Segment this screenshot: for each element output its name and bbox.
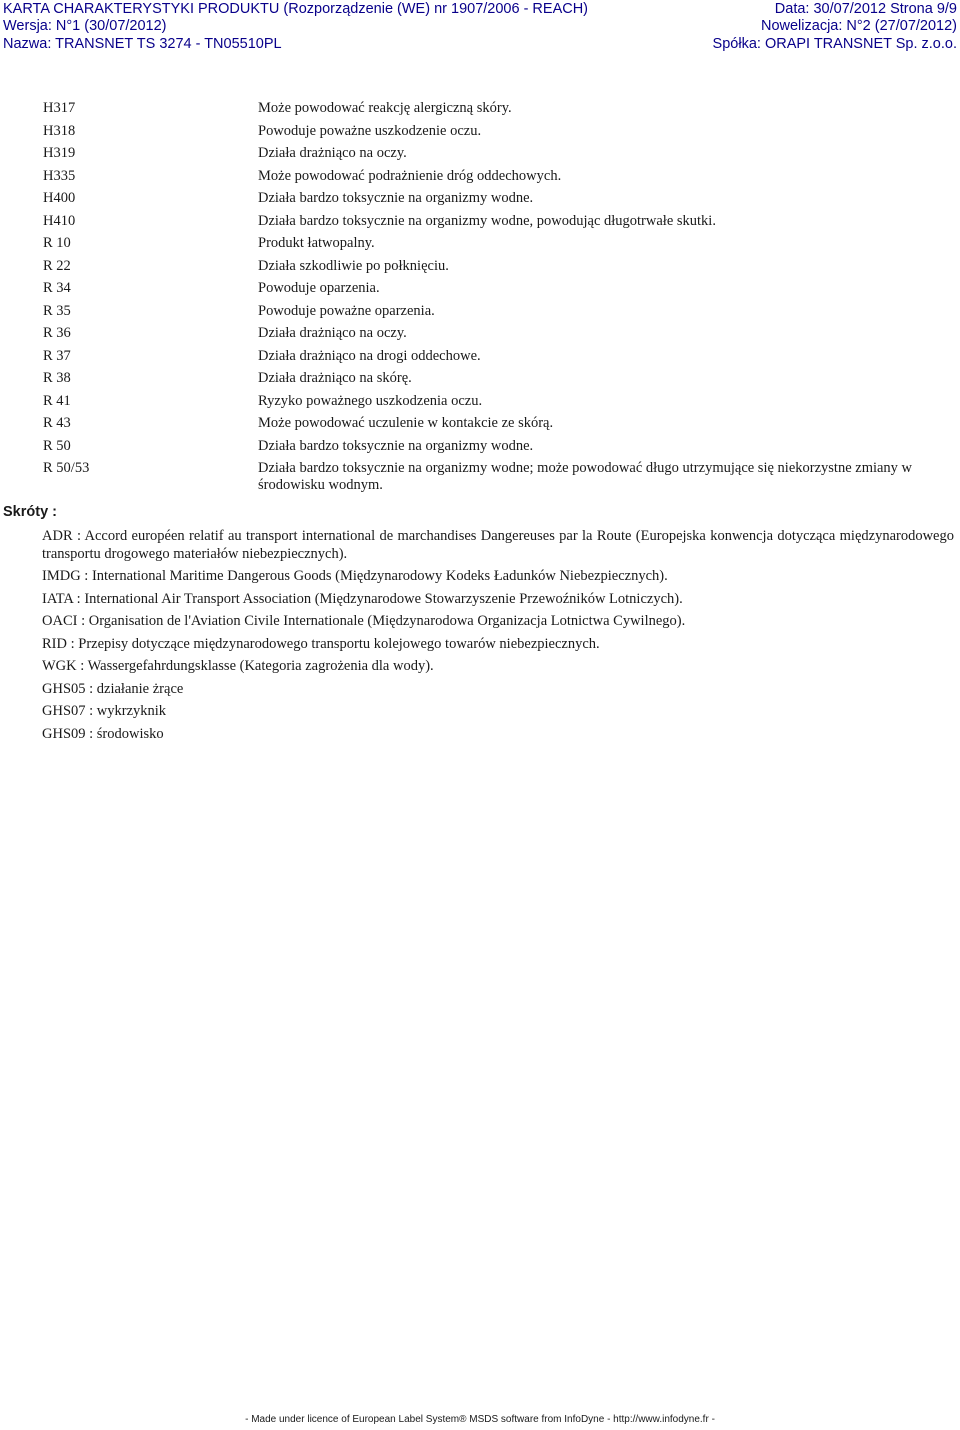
abbreviation-item: GHS05 : działanie żrące <box>42 681 184 697</box>
phrase-text: Działa drażniąco na oczy. <box>258 145 407 161</box>
phrase-row <box>0 121 960 144</box>
phrase-row <box>0 188 960 211</box>
date-page: Data: 30/07/2012 Strona 9/9 <box>774 1 957 17</box>
phrase-text: Powoduje poważne oparzenia. <box>258 302 435 319</box>
phrase-code: R 41 <box>43 392 71 409</box>
phrase-code: H335 <box>43 167 76 184</box>
document-header <box>0 0 960 54</box>
phrase-text: Działa bardzo toksycznie na organizmy wodne; może powodować długo utrzymujące się niekorzystne zmiany w środowisku wodnym. <box>258 460 913 493</box>
header-divider <box>0 53 960 55</box>
abbreviation-item: IATA : International Air Transport Association (Międzynarodowe Stowarzyszenie Przewoźników Lotniczych). <box>42 591 683 607</box>
phrase-row <box>0 301 960 324</box>
phrase-code: R 34 <box>43 280 71 296</box>
phrase-code: H318 <box>43 122 76 139</box>
company-name: Spółka: ORAPI TRANSNET Sp. z.o.o. <box>712 36 957 52</box>
phrase-text: Działa drażniąco na drogi oddechowe. <box>258 347 481 364</box>
phrase-code: R 10 <box>43 235 71 251</box>
phrase-code: R 43 <box>43 415 71 431</box>
phrase-code: R 50 <box>43 437 71 454</box>
version-label: Wersja: N°1 (30/07/2012) <box>3 18 167 34</box>
phrase-row <box>0 143 960 166</box>
product-name: Nazwa: TRANSNET TS 3274 - TN05510PL <box>3 36 282 52</box>
phrase-row <box>0 346 960 369</box>
phrase-row <box>0 278 960 301</box>
phrase-row <box>0 458 960 498</box>
abbreviation-item: WGK : Wassergefahrdungsklasse (Kategoria zagrożenia dla wody). <box>42 658 434 674</box>
phrase-row <box>0 436 960 459</box>
phrase-row <box>0 211 960 234</box>
phrase-text: Powoduje poważne uszkodzenie oczu. <box>258 122 482 139</box>
phrase-code: R 50/53 <box>43 460 90 476</box>
phrase-row <box>0 166 960 189</box>
phrase-code: R 38 <box>43 370 71 386</box>
abbreviation-item: OACI : Organisation de l'Aviation Civile Internationale (Międzynarodowa Organizacja Lotnictwa Cywilnego). <box>42 613 686 629</box>
phrase-text: Działa bardzo toksycznie na organizmy wodne, powodując długotrwałe skutki. <box>258 212 716 229</box>
abbreviations-heading: Skróty : <box>3 504 57 520</box>
phrase-text: Produkt łatwopalny. <box>258 235 375 251</box>
phrase-text: Działa bardzo toksycznie na organizmy wodne. <box>258 190 534 206</box>
phrase-row <box>0 413 960 436</box>
header-row-2 <box>3 18 957 36</box>
phrase-code: R 37 <box>43 347 71 364</box>
phrase-code: R 22 <box>43 257 71 274</box>
phrase-text: Działa drażniąco na oczy. <box>258 325 407 341</box>
header-row-1 <box>3 1 957 19</box>
phrase-code: H400 <box>43 190 76 206</box>
phrase-row <box>0 98 960 121</box>
phrase-text: Może powodować podrażnienie dróg oddechowych. <box>258 167 562 184</box>
header-row-3 <box>3 36 957 54</box>
phrase-code: H410 <box>43 212 76 229</box>
phrase-row <box>0 391 960 414</box>
phrase-text: Ryzyko poważnego uszkodzenia oczu. <box>258 392 483 409</box>
phrase-text: Działa drażniąco na skórę. <box>258 370 412 386</box>
abbreviation-item: ADR : Accord européen relatif au transport international de marchandises Dangereuses par la Route (Europejska konwencja dotycząca międzynarodowego transportu drogowego materiałów niebezpiecznych). <box>42 528 954 562</box>
phrase-row <box>0 256 960 279</box>
document-title: KARTA CHARAKTERYSTYKI PRODUKTU (Rozporządzenie (WE) nr 1907/2006 - REACH) <box>3 1 589 17</box>
phrase-text: Może powodować reakcję alergiczną skóry. <box>258 100 512 116</box>
phrase-text: Działa bardzo toksycznie na organizmy wodne. <box>258 437 534 454</box>
abbreviation-item: GHS07 : wykrzyknik <box>42 703 167 719</box>
hazard-phrases-list <box>0 98 960 498</box>
phrase-code: R 36 <box>43 325 71 341</box>
phrase-text: Powoduje oparzenia. <box>258 280 380 296</box>
phrase-code: H317 <box>43 100 76 116</box>
abbreviation-item: GHS09 : środowisko <box>42 726 164 742</box>
abbreviation-item: IMDG : International Maritime Dangerous Goods (Międzynarodowy Kodeks Ładunków Niebezpiecznych). <box>42 568 668 584</box>
phrase-code: H319 <box>43 145 76 161</box>
phrase-row <box>0 233 960 256</box>
phrase-code: R 35 <box>43 302 71 319</box>
phrase-row <box>0 368 960 391</box>
page-footer: - Made under licence of European Label System® MSDS software from InfoDyne - http://www.infodyne.fr - <box>245 1414 715 1425</box>
phrase-row <box>0 323 960 346</box>
abbreviation-item: RID : Przepisy dotyczące międzynarodowego transportu kolejowego towarów niebezpiecznych. <box>42 636 600 652</box>
revision-label: Nowelizacja: N°2 (27/07/2012) <box>760 18 957 34</box>
phrase-text: Może powodować uczulenie w kontakcie ze skórą. <box>258 415 554 431</box>
phrase-text: Działa szkodliwie po połknięciu. <box>258 257 449 274</box>
